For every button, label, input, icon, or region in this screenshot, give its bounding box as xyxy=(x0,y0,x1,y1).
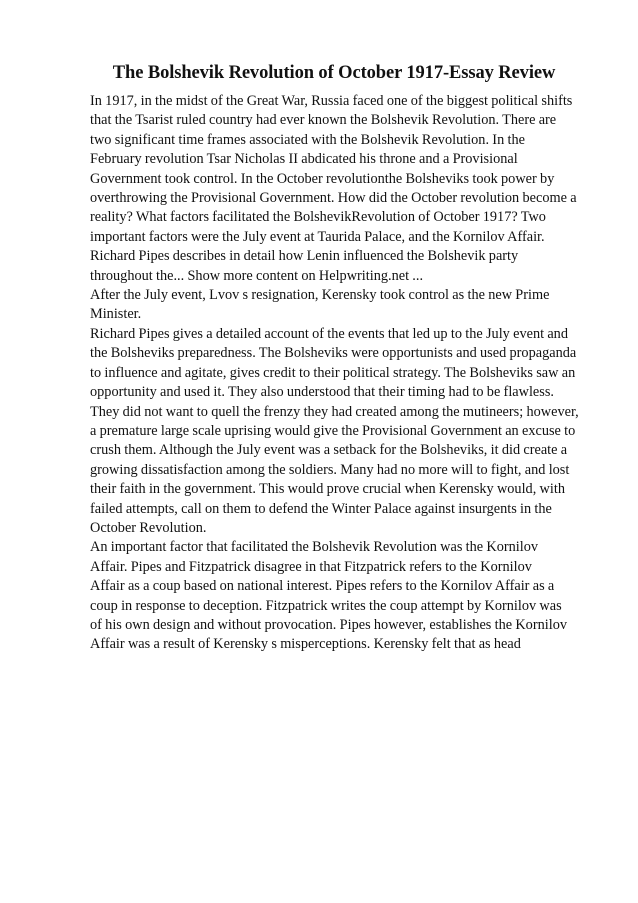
paragraph-4: An important factor that facilitated the Bolshevik Revolution was the Kornilov Affair. Pipes and Fitzpatrick disagree in that Fitzpatrick refers to the Kornilov Affair as a coup based on national interest. Pipes refers to the Kornilov Affair as a coup in response to deception. Fitzpatrick writes the coup attempt by Kornilov was of his own design and without provocation. Pipes however, establishes the Kornilov Affair was a result of Kerensky s misperceptions. Kerensky felt that as head xyxy=(90,539,567,653)
paragraph-3: Richard Pipes gives a detailed account of the events that led up to the July event and the Bolsheviks preparedness. The Bolsheviks were opportunists and used propaganda to influence and agitate, gives credit to their political strategy. The Bolsheviks saw an opportunity and used it. They also understood that their timing had to be flawless. They did not want to quell the frenzy they had created among the mutineers; however, a premature large scale uprising would give the Provisional Government an excuse to crush them. Although the July event was a setback for the Bolsheviks, it did create a growing dissatisfaction among the soldiers. Many had no more will to fight, and lost their faith in the government. This would prove crucial when Kerensky would, with failed attempts, call on them to defend the Winter Palace against insurgents in the October Revolution. xyxy=(90,325,579,536)
paragraph-1: In 1917, in the midst of the Great War, Russia faced one of the biggest political shifts that the Tsarist ruled country had ever known the Bolshevik Revolution. There are two significant time frames associated with the Bolshevik Revolution. In the February revolution Tsar Nicholas II abdicated his throne and a Provisional Government took control. In the October revolutionthe Bolsheviks took power by overthrowing the Provisional Government. How did the October revolution become a reality? What factors facilitated the BolshevikRevolution of October 1917? Two important factors were the July event at Taurida Palace, and the Kornilov Affair. Richard Pipes describes in detail how Lenin influenced the Bolshevik party throughout the... Show more content on Helpwriting.net ... xyxy=(90,93,577,284)
paragraph-2: After the July event, Lvov s resignation, Kerensky took control as the new Prime Minister. xyxy=(90,287,550,323)
document-title: The Bolshevik Revolution of October 1917-Essay Review xyxy=(112,63,556,83)
